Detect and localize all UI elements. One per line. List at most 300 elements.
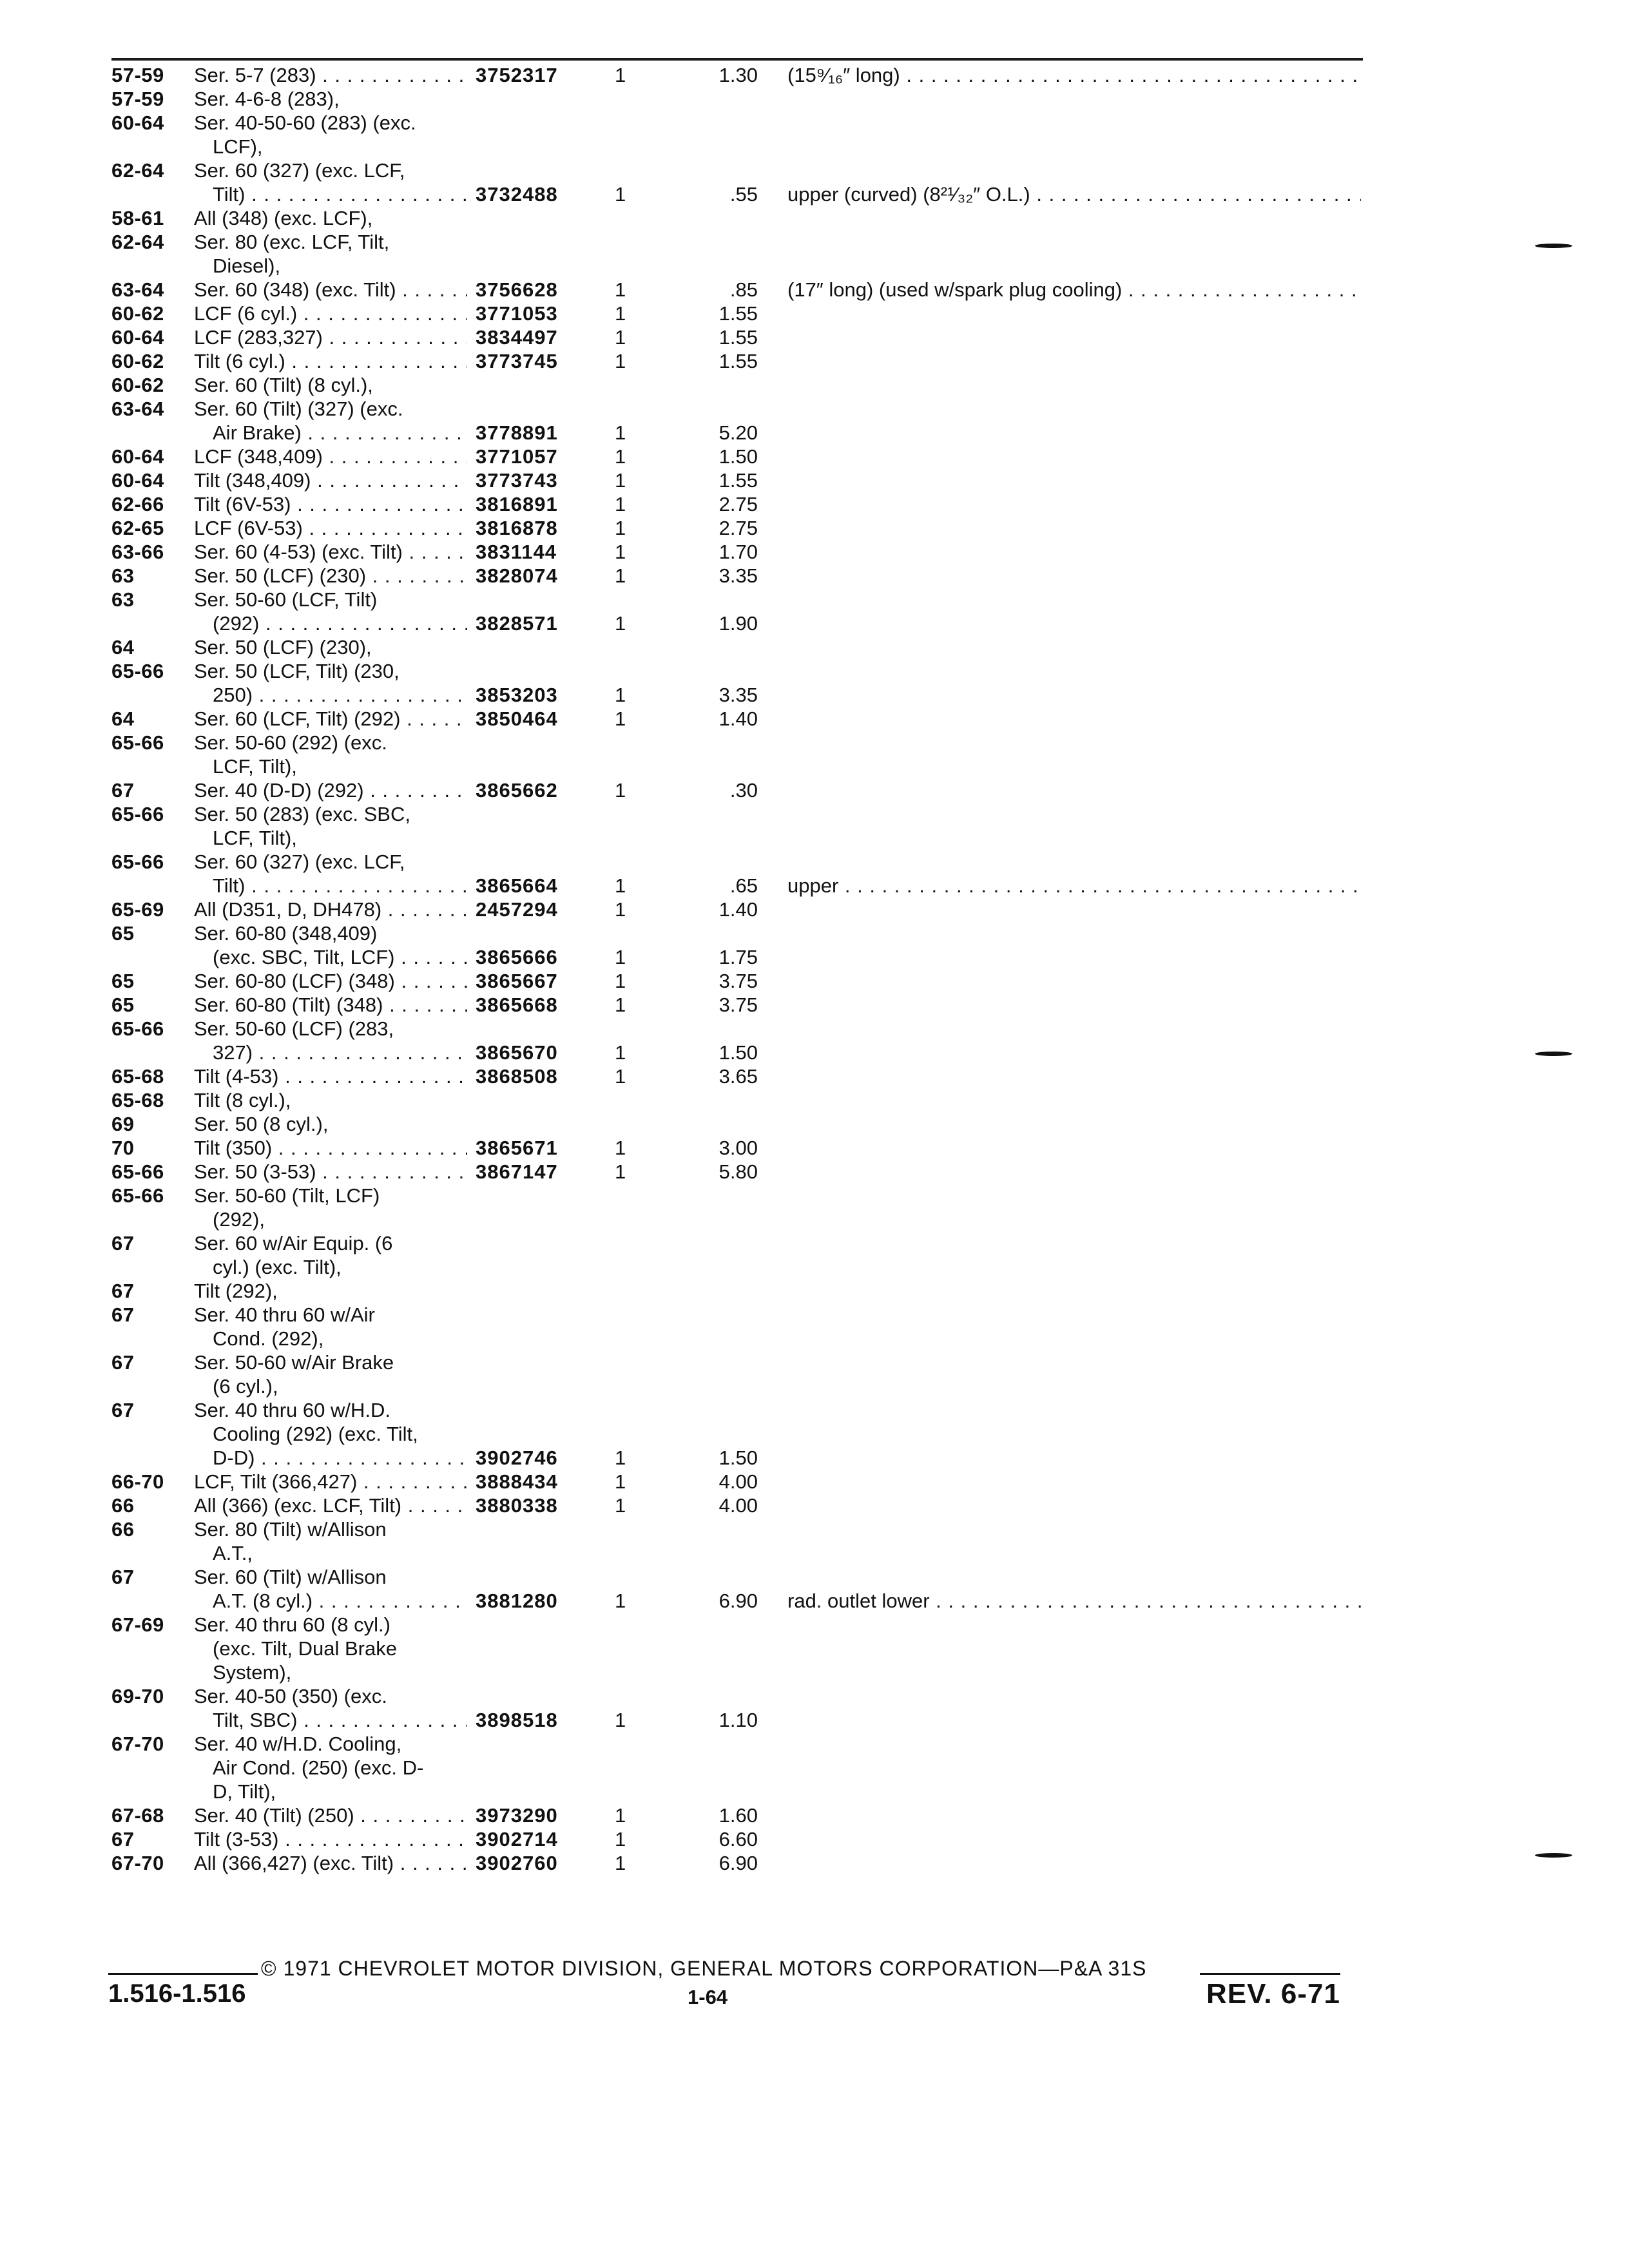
application-description [213, 1541, 490, 1565]
quantity: 1 [615, 493, 626, 515]
description-text: Ser. 60 (Tilt) w/Allison [194, 1566, 387, 1588]
model-years: 65-69 [111, 898, 164, 921]
quantity: 1 [615, 970, 626, 992]
part-number: 2457294 [476, 898, 558, 921]
description-text: Ser. 60-80 (Tilt) (348) [194, 994, 383, 1016]
list-price: 1.40 [718, 707, 758, 730]
table-row [0, 1327, 1629, 1350]
table-row [0, 1017, 1629, 1041]
table-row [0, 349, 1629, 373]
model-years: 67 [111, 1232, 135, 1254]
application-description [194, 1613, 471, 1637]
description-text: Ser. 60 (327) (exc. LCF, [194, 850, 405, 873]
description-text: Diesel), [213, 255, 281, 277]
description-text: Cooling (292) (exc. Tilt, [213, 1423, 418, 1445]
list-price: 3.35 [718, 564, 758, 587]
description-text: Tilt) [213, 183, 246, 206]
part-number: 3752317 [476, 64, 558, 86]
quantity: 1 [615, 779, 626, 802]
model-years: 67 [111, 1828, 135, 1850]
table-row [0, 1565, 1629, 1589]
description-text: D, Tilt), [213, 1780, 276, 1803]
description-text: (6 cyl.), [213, 1375, 278, 1398]
description-text: Ser. 80 (Tilt) w/Allison [194, 1518, 387, 1541]
quantity: 1 [615, 1590, 626, 1612]
quantity: 1 [615, 302, 626, 325]
part-number: 3756628 [476, 278, 558, 301]
part-number: 3973290 [476, 1804, 558, 1827]
application-description [213, 945, 467, 969]
part-number: 3834497 [476, 326, 558, 349]
list-price: 6.60 [718, 1828, 758, 1850]
part-number: 3868508 [476, 1065, 558, 1088]
table-row [0, 87, 1629, 111]
application-description [194, 492, 467, 516]
quantity: 1 [615, 183, 626, 206]
model-years: 65-66 [111, 731, 164, 754]
quantity: 1 [615, 564, 626, 587]
description-text: Ser. 40-50 (350) (exc. [194, 1685, 387, 1707]
description-text: Ser. 60 w/Air Equip. (6 [194, 1232, 393, 1254]
description-text: LCF (6V-53) [194, 517, 303, 539]
table-row [0, 230, 1629, 254]
description-text: Ser. 40 (Tilt) (250) [194, 1804, 354, 1827]
model-years: 67-68 [111, 1804, 164, 1827]
table-row [0, 1732, 1629, 1756]
description-text: Ser. 60 (4-53) (exc. Tilt) [194, 541, 403, 563]
model-years: 67 [111, 1399, 135, 1421]
table-row [0, 1708, 1629, 1732]
quantity: 1 [615, 684, 626, 706]
description-text: (exc. Tilt, Dual Brake [213, 1637, 397, 1660]
part-number: 3816878 [476, 517, 558, 539]
section-code: 1.516-1.516 [108, 1979, 246, 2008]
list-price: 1.30 [718, 64, 758, 86]
list-price: 1.60 [718, 1804, 758, 1827]
model-years: 65-66 [111, 803, 164, 825]
application-description [194, 1494, 467, 1517]
description-text: 250) [213, 684, 253, 706]
application-description [213, 135, 490, 159]
description-text: LCF, Tilt), [213, 827, 297, 849]
part-number: 3865668 [476, 994, 558, 1016]
application-description [194, 540, 467, 564]
table-row [0, 373, 1629, 397]
application-description [213, 1446, 467, 1470]
part-number: 3773745 [476, 350, 558, 372]
part-number: 3771053 [476, 302, 558, 325]
description-text: Ser. 50 (LCF, Tilt) (230, [194, 660, 400, 682]
table-row [0, 1470, 1629, 1494]
application-description [194, 659, 471, 683]
part-number: 3902746 [476, 1446, 558, 1469]
application-description [194, 230, 471, 254]
table-row [0, 1803, 1629, 1827]
table-row [0, 921, 1629, 945]
list-price: 3.00 [718, 1137, 758, 1159]
description-text: Ser. 40 thru 60 (8 cyl.) [194, 1613, 390, 1636]
list-price: 3.75 [718, 994, 758, 1016]
table-row [0, 206, 1629, 230]
list-price: 2.75 [718, 517, 758, 539]
application-description [213, 1589, 467, 1613]
table-row [0, 1350, 1629, 1374]
description-text: Tilt (6V-53) [194, 493, 291, 515]
table-row [0, 826, 1629, 850]
table-row [0, 492, 1629, 516]
model-years: 63 [111, 564, 135, 587]
description-text: Ser. 40-50-60 (283) (exc. [194, 111, 416, 134]
application-description [213, 421, 467, 445]
model-years: 66 [111, 1494, 135, 1517]
table-row [0, 1207, 1629, 1231]
application-description [213, 1660, 490, 1684]
application-description [213, 683, 467, 707]
model-years: 65-68 [111, 1089, 164, 1111]
description-text: Ser. 50-60 (292) (exc. [194, 731, 387, 754]
model-years: 65-66 [111, 1184, 164, 1207]
table-row [0, 850, 1629, 874]
list-price: .65 [729, 874, 758, 897]
model-years: 67-70 [111, 1852, 164, 1874]
table-row [0, 468, 1629, 492]
revision-date: REV. 6-71 [1206, 1978, 1340, 2010]
part-note [787, 874, 1361, 898]
application-description [194, 1398, 471, 1422]
table-row [0, 659, 1629, 683]
description-text: Ser. 50 (8 cyl.), [194, 1113, 329, 1135]
model-years: 60-62 [111, 374, 164, 396]
application-description [194, 731, 471, 754]
model-years: 63 [111, 588, 135, 611]
application-description [194, 63, 467, 87]
application-description [194, 850, 471, 874]
model-years: 67 [111, 1280, 135, 1302]
model-years: 69 [111, 1113, 135, 1135]
quantity: 1 [615, 445, 626, 468]
table-row [0, 564, 1629, 588]
model-years: 67-70 [111, 1733, 164, 1755]
description-text: Ser. 50 (LCF) (230), [194, 636, 372, 658]
application-description [194, 1684, 471, 1708]
table-row [0, 1064, 1629, 1088]
table-row [0, 731, 1629, 754]
quantity: 1 [615, 64, 626, 86]
description-text: LCF (283,327) [194, 326, 323, 349]
list-price: 2.75 [718, 493, 758, 515]
table-row [0, 397, 1629, 421]
application-description [194, 1088, 471, 1112]
part-number: 3831144 [476, 541, 557, 563]
application-description [213, 1374, 490, 1398]
part-number: 3850464 [476, 707, 558, 730]
model-years: 62-66 [111, 493, 164, 515]
model-years: 67 [111, 1303, 135, 1326]
table-row [0, 1589, 1629, 1613]
table-row [0, 1303, 1629, 1327]
list-price: 1.55 [718, 326, 758, 349]
description-text: LCF, Tilt), [213, 755, 297, 778]
list-price: 4.00 [718, 1470, 758, 1493]
part-number: 3865666 [476, 946, 558, 968]
quantity: 1 [615, 421, 626, 444]
part-number: 3773743 [476, 469, 558, 492]
description-text: Tilt (8 cyl.), [194, 1089, 291, 1111]
table-row [0, 1398, 1629, 1422]
table-row [0, 1136, 1629, 1160]
model-years: 60-64 [111, 111, 164, 134]
table-row [0, 898, 1629, 921]
table-row [0, 945, 1629, 969]
description-text: Tilt (3-53) [194, 1828, 279, 1850]
model-years: 62-65 [111, 517, 164, 539]
description-text: Ser. 40 (D-D) (292) [194, 779, 364, 802]
part-number: 3771057 [476, 445, 558, 468]
description-text: Ser. 50-60 (LCF) (283, [194, 1017, 394, 1040]
description-text: Ser. 50 (LCF) (230) [194, 564, 367, 587]
model-years: 57-59 [111, 64, 164, 86]
description-text: Air Cond. (250) (exc. D- [213, 1756, 424, 1779]
part-note-text: rad. outlet lower [787, 1590, 930, 1612]
application-description [213, 611, 467, 635]
list-price: 1.10 [718, 1709, 758, 1731]
list-price: .30 [729, 779, 758, 802]
model-years: 60-64 [111, 445, 164, 468]
application-description [213, 254, 490, 278]
model-years: 65 [111, 922, 135, 945]
table-row [0, 1684, 1629, 1708]
description-text: Ser. 50-60 w/Air Brake [194, 1351, 394, 1374]
part-number: 3816891 [476, 493, 558, 515]
application-description [213, 1756, 490, 1780]
quantity: 1 [615, 1804, 626, 1827]
model-years: 65-66 [111, 660, 164, 682]
application-description [213, 1422, 490, 1446]
table-row [0, 63, 1629, 87]
model-years: 65-66 [111, 850, 164, 873]
description-text: Ser. 50 (3-53) [194, 1160, 316, 1183]
list-price: 4.00 [718, 1494, 758, 1517]
part-number: 3902714 [476, 1828, 558, 1850]
margin-mark [1535, 1052, 1572, 1056]
description-text: Ser. 60 (Tilt) (327) (exc. [194, 398, 403, 420]
quantity: 1 [615, 1160, 626, 1183]
description-text: All (348) (exc. LCF), [194, 207, 373, 229]
quantity: 1 [615, 541, 626, 563]
quantity: 1 [615, 1470, 626, 1493]
table-row [0, 1231, 1629, 1255]
description-text: Tilt (350) [194, 1137, 273, 1159]
model-years: 64 [111, 636, 135, 658]
model-years: 57-59 [111, 88, 164, 110]
description-text: All (366) (exc. LCF, Tilt) [194, 1494, 402, 1517]
table-row [0, 540, 1629, 564]
part-number: 3865662 [476, 779, 558, 802]
description-text: Ser. 50 (283) (exc. SBC, [194, 803, 410, 825]
table-row [0, 635, 1629, 659]
description-text: Air Brake) [213, 421, 302, 444]
quantity: 1 [615, 707, 626, 730]
application-description [194, 159, 471, 182]
description-text: A.T., [213, 1542, 253, 1564]
model-years: 63-64 [111, 398, 164, 420]
description-text: Ser. 60 (348) (exc. Tilt) [194, 278, 396, 301]
part-number: 3881280 [476, 1590, 558, 1612]
part-note-text: upper [787, 874, 839, 897]
description-text: Ser. 40 w/H.D. Cooling, [194, 1733, 402, 1755]
description-text: Tilt) [213, 874, 246, 897]
list-price: 1.55 [718, 302, 758, 325]
description-text: Ser. 60 (Tilt) (8 cyl.), [194, 374, 373, 396]
table-row [0, 1637, 1629, 1660]
description-text: (exc. SBC, Tilt, LCF) [213, 946, 395, 968]
table-row [0, 683, 1629, 707]
table-row [0, 778, 1629, 802]
list-price: 1.50 [718, 1446, 758, 1469]
model-years: 64 [111, 707, 135, 730]
application-description [194, 993, 467, 1017]
list-price: 3.65 [718, 1065, 758, 1088]
table-row [0, 159, 1629, 182]
application-description [213, 1708, 467, 1732]
application-description [194, 1350, 471, 1374]
model-years: 65 [111, 994, 135, 1016]
part-number: 3865670 [476, 1041, 558, 1064]
table-row [0, 278, 1629, 302]
quantity: 1 [615, 326, 626, 349]
description-text: System), [213, 1661, 292, 1684]
description-text: Tilt (6 cyl.) [194, 350, 285, 372]
application-description [194, 206, 471, 230]
model-years: 70 [111, 1137, 135, 1159]
list-price: 1.50 [718, 1041, 758, 1064]
application-description [194, 373, 471, 397]
table-row [0, 1851, 1629, 1875]
part-number: 3778891 [476, 421, 558, 444]
application-description [213, 1255, 490, 1279]
list-price: 1.90 [718, 612, 758, 635]
application-description [194, 1017, 471, 1041]
description-text: Tilt (4-53) [194, 1065, 279, 1088]
part-number: 3898518 [476, 1709, 558, 1731]
table-row [0, 969, 1629, 993]
list-price: 5.80 [718, 1160, 758, 1183]
table-row [0, 1422, 1629, 1446]
model-years: 67 [111, 1351, 135, 1374]
part-number: 3732488 [476, 183, 558, 206]
model-years: 60-64 [111, 326, 164, 349]
model-years: 60-62 [111, 350, 164, 372]
description-text: LCF (348,409) [194, 445, 323, 468]
table-row [0, 1827, 1629, 1851]
application-description [194, 898, 467, 921]
description-text: Ser. 60-80 (348,409) [194, 922, 378, 945]
footer-rule-right [1200, 1973, 1340, 1975]
table-row [0, 1112, 1629, 1136]
model-years: 69-70 [111, 1685, 164, 1707]
description-text: Ser. 60 (LCF, Tilt) (292) [194, 707, 401, 730]
application-description [194, 1136, 467, 1160]
application-description [194, 87, 471, 111]
model-years: 67-69 [111, 1613, 164, 1636]
application-description [194, 302, 467, 325]
description-text: Ser. 5-7 (283) [194, 64, 316, 86]
model-years: 66-70 [111, 1470, 164, 1493]
part-note [787, 1589, 1361, 1613]
application-description [213, 754, 490, 778]
table-row [0, 1446, 1629, 1470]
description-text: LCF), [213, 135, 263, 158]
copyright-line: © 1971 CHEVROLET MOTOR DIVISION, GENERAL MOTORS CORPORATION—P&A 31S [261, 1957, 1147, 1980]
quantity: 1 [615, 1709, 626, 1731]
application-description [194, 397, 471, 421]
application-description [194, 1803, 467, 1827]
table-row [0, 1541, 1629, 1565]
quantity: 1 [615, 1494, 626, 1517]
table-row [0, 874, 1629, 898]
list-price: 1.70 [718, 541, 758, 563]
application-description [213, 826, 490, 850]
application-description [194, 445, 467, 468]
description-text: LCF, Tilt (366,427) [194, 1470, 358, 1493]
application-description [194, 1470, 467, 1494]
application-description [213, 1041, 467, 1064]
table-row [0, 1279, 1629, 1303]
description-text: Ser. 50-60 (LCF, Tilt) [194, 588, 378, 611]
quantity: 1 [615, 994, 626, 1016]
table-row [0, 1160, 1629, 1184]
table-row [0, 802, 1629, 826]
description-text: (292) [213, 612, 260, 635]
model-years: 66 [111, 1518, 135, 1541]
table-row [0, 707, 1629, 731]
application-description [194, 516, 467, 540]
model-years: 63-66 [111, 541, 164, 563]
table-row [0, 421, 1629, 445]
table-row [0, 1517, 1629, 1541]
application-description [194, 349, 467, 373]
description-text: 327) [213, 1041, 253, 1064]
part-number: 3853203 [476, 684, 558, 706]
table-row [0, 111, 1629, 135]
list-price: 1.75 [718, 946, 758, 968]
list-price: 1.50 [718, 445, 758, 468]
part-number: 3828571 [476, 612, 558, 635]
table-row [0, 1088, 1629, 1112]
application-description [194, 802, 471, 826]
part-number: 3902760 [476, 1852, 558, 1874]
quantity: 1 [615, 874, 626, 897]
top-rule [111, 58, 1363, 61]
quantity: 1 [615, 898, 626, 921]
table-row [0, 1374, 1629, 1398]
application-description [213, 1780, 490, 1803]
list-price: 1.55 [718, 350, 758, 372]
model-years: 58-61 [111, 207, 164, 229]
description-text: LCF (6 cyl.) [194, 302, 298, 325]
application-description [194, 1231, 471, 1255]
description-text: Cond. (292), [213, 1327, 324, 1350]
model-years: 60-64 [111, 469, 164, 492]
model-years: 62-64 [111, 159, 164, 182]
part-number: 3865664 [476, 874, 558, 897]
description-text: Ser. 60 (327) (exc. LCF, [194, 159, 405, 182]
description-text: Ser. 4-6-8 (283), [194, 88, 340, 110]
application-description [194, 1160, 467, 1184]
quantity: 1 [615, 350, 626, 372]
table-row [0, 1613, 1629, 1637]
list-price: 1.40 [718, 898, 758, 921]
